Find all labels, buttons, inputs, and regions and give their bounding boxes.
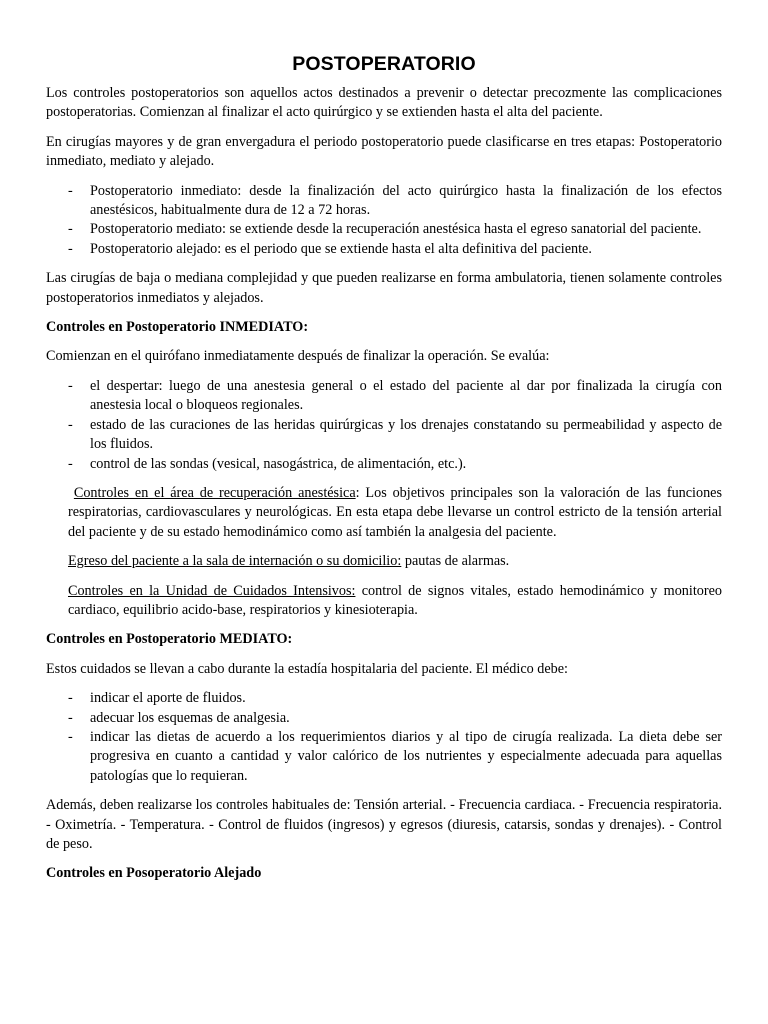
section-heading-alejado: Controles en Posoperatorio Alejado [46, 865, 262, 882]
intro-paragraph-2: En cirugías mayores y de gran envergadura el periodo postoperatorio puede clasificarse en tres etapas: Postoperatorio inmediato, mediato y alejado. [46, 133, 722, 170]
list-item: - control de las sondas (vesical, nasogástrica, de alimentación, etc.). [46, 455, 722, 474]
mediato-controles-paragraph: Además, deben realizarse los controles habituales de: Tensión arterial. - Frecuencia cardiaca. - Frecuencia respiratoria. - Oximetría. - Temperatura. - Control de fluidos (ingresos) y egresos (diuresis, catarsis, sondas y drenajes). - Control de peso. [46, 797, 722, 852]
uci-text: control de signos vitales, estado hemodinámico y monitoreo cardiaco, equilibrio acido-base, respiratorios y kinesioterapia. [68, 582, 722, 618]
recuperacion-paragraph [46, 484, 722, 542]
inmediato-intro: Comienzan en el quirófano inmediatamente después de finalizar la operación. Se evalúa: [46, 348, 550, 365]
stages-list [46, 182, 722, 260]
mediato-intro: Estos cuidados se llevan a cabo durante la estadía hospitalaria del paciente. El médico debe: [46, 660, 568, 677]
document-page [46, 50, 722, 894]
egreso-label: Egreso del paciente a la sala de internación o su domicilio: [68, 553, 402, 570]
list-item: - indicar las dietas de acuerdo a los requerimientos diarios y al tipo de cirugía realizada. La dieta debe ser progresiva en cuanto a cantidad y valor calórico de los nutrientes y especialmente adecuada para aquellas patologías que lo requieran. [46, 728, 722, 786]
uci-paragraph [46, 582, 722, 621]
list-item: - Postoperatorio mediato: se extiende desde la recuperación anestésica hasta el egreso sanatorial del paciente. [46, 220, 722, 239]
ambulatory-paragraph: Las cirugías de baja o mediana complejidad y que pueden realizarse en forma ambulatoria, tienen solamente controles postoperatorios inmediatos y alejados. [46, 270, 722, 306]
recuperacion-label: Controles en el área de recuperación anestésica [73, 484, 356, 501]
egreso-text: pautas de alarmas. [401, 553, 510, 570]
page-title: POSTOPERATORIO [292, 53, 476, 75]
section-heading-mediato: Controles en Postoperatorio MEDIATO: [46, 631, 293, 648]
list-item: - Postoperatorio alejado: es el periodo que se extiende hasta el alta definitiva del paciente. [46, 240, 722, 259]
list-item: - indicar el aporte de fluidos. [46, 689, 722, 708]
list-item: - estado de las curaciones de las heridas quirúrgicas y los drenajes constatando su permeabilidad y aspecto de los fluidos. [46, 416, 722, 455]
section-heading-inmediato: Controles en Postoperatorio INMEDIATO: [46, 319, 309, 336]
egreso-paragraph [46, 552, 722, 571]
list-item: - Postoperatorio inmediato: desde la finalización del acto quirúrgico hasta la finalización de los efectos anestésicos, habitualmente dura de 12 a 72 horas. [46, 182, 722, 221]
uci-label: Controles en la Unidad de Cuidados Intensivos: [68, 582, 356, 599]
inmediato-list [46, 377, 722, 474]
recuperacion-text: : Los objetivos principales son la valoración de las funciones respiratorias, cardiovasculares y neurológicas. En esta etapa debe llevarse un control estricto de la tensión arterial del paciente y de su estado hemodinámico como así también la analgesia del paciente. [68, 484, 723, 540]
intro-paragraph-1: Los controles postoperatorios son aquellos actos destinados a prevenir o detectar precozmente las complicaciones postoperatorias. Comienzan al finalizar el acto quirúrgico y se extienden hasta el alta del paciente. [46, 85, 722, 121]
mediato-list [46, 689, 722, 786]
list-item: - adecuar los esquemas de analgesia. [46, 709, 722, 728]
list-item: - el despertar: luego de una anestesia general o el estado del paciente al dar por finalizada la cirugía con anestesia local o bloqueos regionales. [46, 377, 722, 416]
